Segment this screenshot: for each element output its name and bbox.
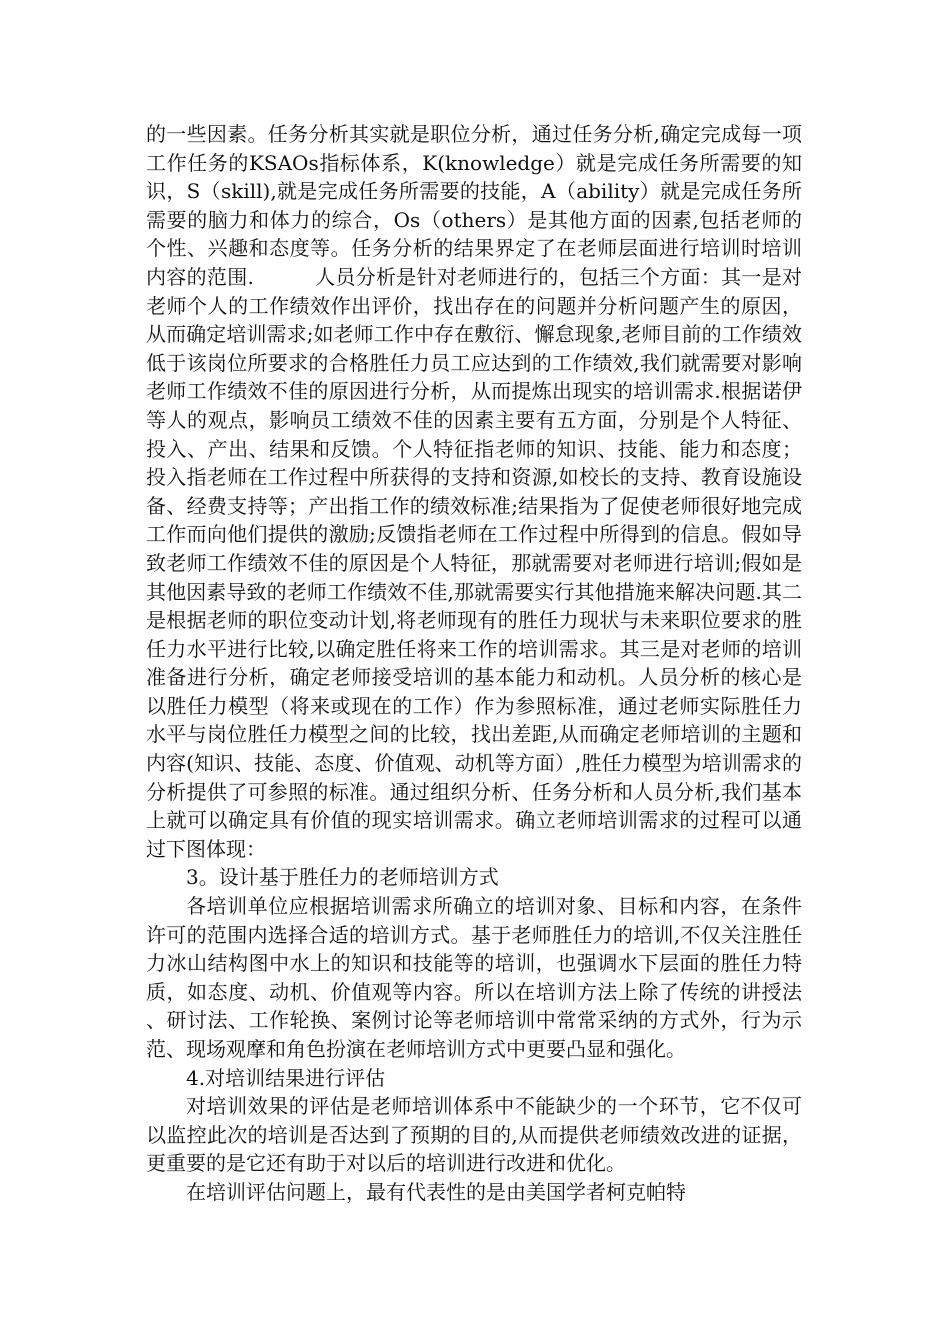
heading-training-evaluation: 4.对培训结果进行评估: [186, 1065, 386, 1090]
document-page: [146, 120, 802, 1207]
paragraph-task-and-person-analysis: 的一些因素。任务分析其实就是职位分析，通过任务分析,确定完成每一项工作任务的KSAOs指标体系，K(knowledge）就是完成任务所需要的知识，S（skill),就是完成任务所需要的技能，A（ability）就是完成任务所需要的脑力和体力的综合，Os（others）是其他方面的因素,包括老师的个性、兴趣和态度等。任务分析的结果界定了在老师层面进行培训时培训内容的范围. 人员分析是针对老师进行的，包括三个方面：其一是对老师个人的工作绩效作出评价，找出存在的问题并分析问题产生的原因，从而确定培训需求;如老师工作中存在敷衍、懈怠现象,老师目前的工作绩效低于该岗位所要求的合格胜任力员工应达到的工作绩效,我们就需要对影响老师工作绩效不佳的原因进行分析，从而提炼出现实的培训需求.根据诺伊等人的观点，影响员工绩效不佳的因素主要有五方面，分别是个人特征、投入、产出、结果和反馈。个人特征指老师的知识、技能、能力和态度；投入指老师在工作过程中所获得的支持和资源,如校长的支持、教育设施设备、经费支持等；产出指工作的绩效标准;结果指为了促使老师很好地完成工作而向他们提供的激励;反馈指老师在工作过程中所得到的信息。假如导致老师工作绩效不佳的原因是个人特征，那就需要对老师进行培训;假如是其他因素导致的老师工作绩效不佳,那就需要实行其他措施来解决问题.其二是根据老师的职位变动计划,将老师现有的胜任力现状与未来职位要求的胜任力水平进行比较,以确定胜任将来工作的培训需求。其三是对老师的培训准备进行分析，确定老师接受培训的基本能力和动机。人员分析的核心是以胜任力模型（将来或现在的工作）作为参照标准，通过老师实际胜任力水平与岗位胜任力模型之间的比较，找出差距,从而确定老师培训的主题和内容(知识、技能、态度、价值观、动机等方面）,胜任力模型为培训需求的分析提供了可参照的标准。通过组织分析、任务分析和人员分析,我们基本上就可以确定具有价值的现实培训需求。确立老师培训需求的过程可以通过下图体现：: [146, 122, 802, 861]
paragraph-evaluation-importance: 对培训效果的评估是老师培训体系中不能缺少的一个环节，它不仅可以监控此次的培训是否达到了预期的目的,从而提供老师绩效改进的证据，更重要的是它还有助于对以后的培训进行改进和优化。: [146, 1094, 802, 1176]
paragraph-training-methods: 各培训单位应根据培训需求所确立的培训对象、目标和内容，在条件许可的范围内选择合适的培训方式。基于老师胜任力的培训,不仅关注胜任力冰山结构图中水上的知识和技能等的培训，也强调水下层面的胜任力特质，如态度、动机、价值观等内容。所以在培训方法上除了传统的讲授法、研讨法、工作轮换、案例讨论等老师培训中常常采纳的方式外，行为示范、现场观摩和角色扮演在老师培训方式中更要凸显和强化。: [146, 894, 802, 1061]
heading-training-methods: 3。设计基于胜任力的老师培训方式: [186, 865, 499, 890]
paragraph-evaluation-model: 在培训评估问题上，最有代表性的是由美国学者柯克帕特: [186, 1179, 686, 1204]
